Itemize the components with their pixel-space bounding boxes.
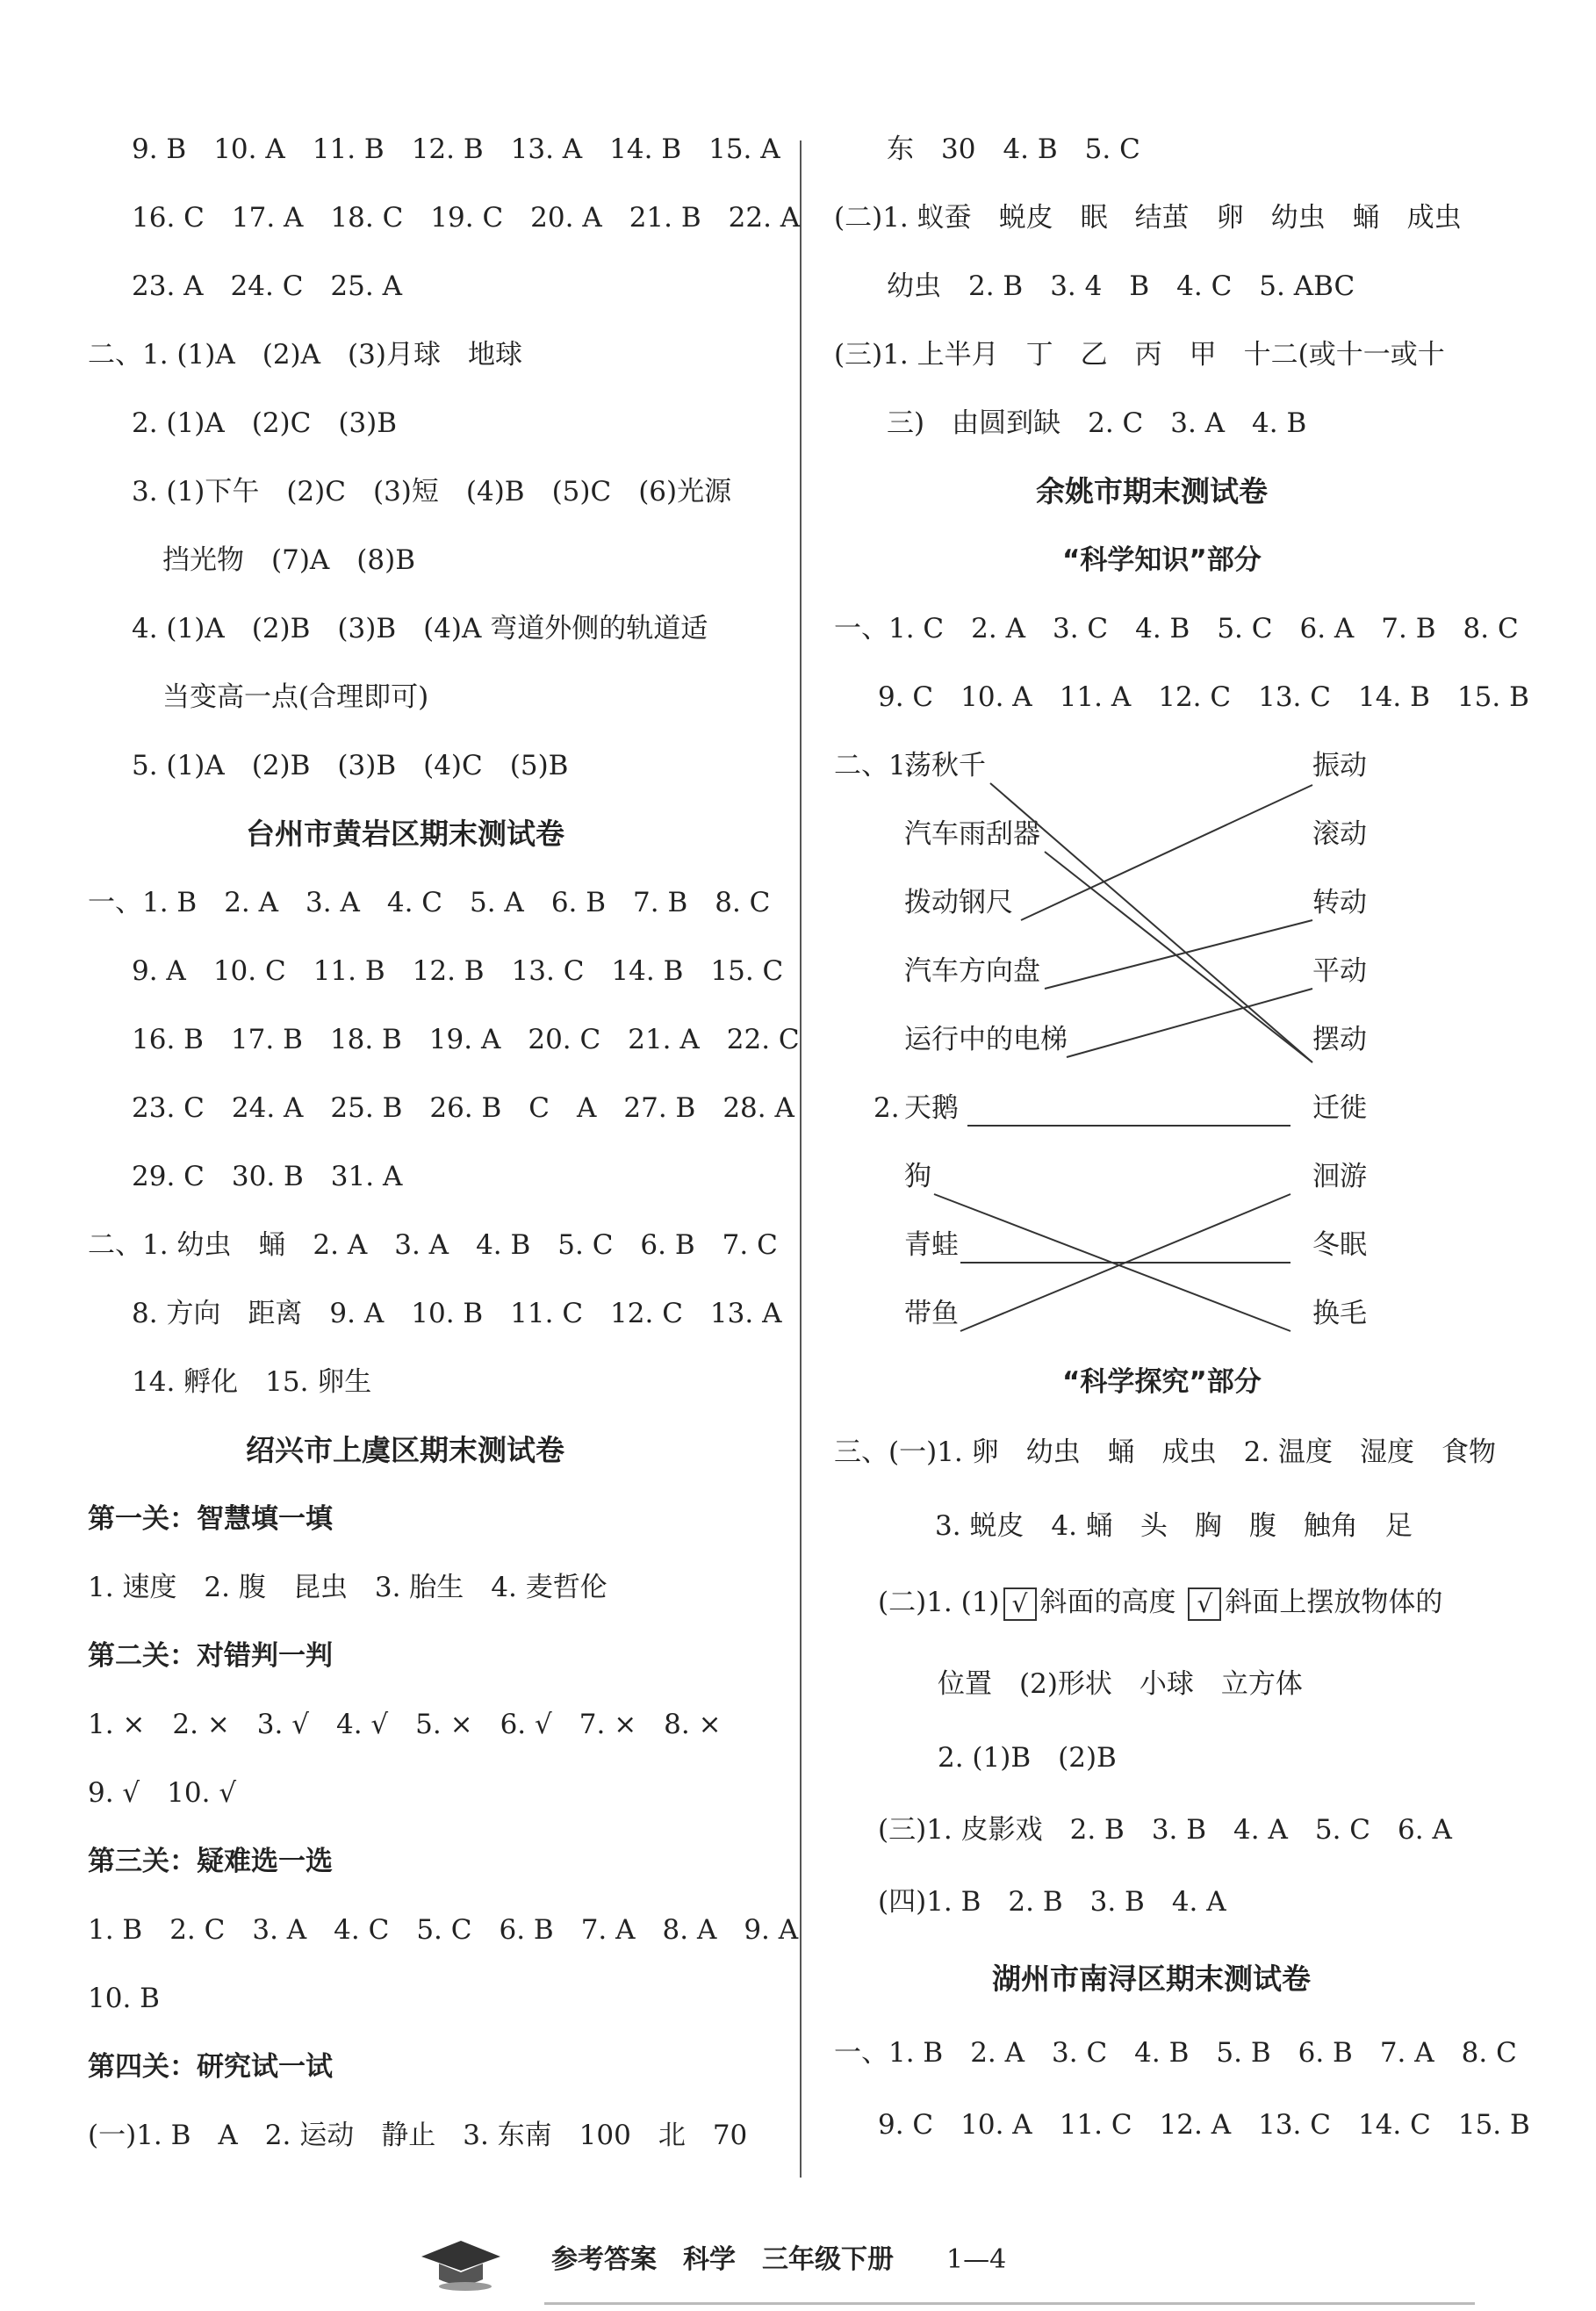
check-box: √ (1003, 1587, 1037, 1621)
match1-right-item: 转动 (1312, 887, 1367, 918)
subsection-title: “科学探究”部分 (1062, 1366, 1262, 1398)
check-item: 斜面上摆放物体的 (1225, 1587, 1443, 1618)
answer-line: (三)1. 上半月 丁 乙 丙 甲 十二(或十一或十 (834, 339, 1445, 371)
answer-line: 当变高一点(合理即可) (162, 681, 429, 713)
subsection-title: “科学知识”部分 (1062, 544, 1262, 576)
answer-line: 1. B 2. C 3. A 4. C 5. C 6. B 7. A 8. A 9. A (88, 1914, 799, 1946)
subsection-title: 第三关：疑难选一选 (88, 1846, 333, 1877)
checkbox-line-prefix: (二)1. (1) (878, 1587, 1000, 1618)
match2-right-item: 换毛 (1312, 1298, 1367, 1329)
subsection-title: 第一关：智慧填一填 (88, 1503, 333, 1535)
match1-left-item: 运行中的电梯 (904, 1024, 1068, 1055)
answer-line: 东 30 4. B 5. C (887, 133, 1140, 165)
match2-right-item: 迁徙 (1312, 1092, 1367, 1124)
section-title: 绍兴市上虞区期末测试卷 (246, 1433, 564, 1467)
answer-line: (二)1. 蚁蚕 蜕皮 眠 结茧 卵 幼虫 蛹 成虫 (834, 202, 1462, 234)
page-number: 1—4 (946, 2244, 1007, 2275)
answer-line: 16. C 17. A 18. C 19. C 20. A 21. B 22. A (132, 202, 801, 234)
footer-rule (544, 2302, 1475, 2305)
answer-line: 10. B (88, 1983, 160, 2014)
match1-left-item: 汽车方向盘 (904, 955, 1040, 987)
match1-prefix: 二、1. (834, 750, 915, 781)
match1-right-item: 滚动 (1312, 818, 1367, 850)
answer-line: 二、1. (1)A (2)A (3)月球 地球 (88, 339, 522, 371)
match-line (1067, 989, 1312, 1057)
section-title: 台州市黄岩区期末测试卷 (246, 817, 564, 851)
match2-right-item: 冬眠 (1312, 1229, 1367, 1261)
answer-line: 挡光物 (7)A (8)B (162, 544, 415, 576)
answer-line: 3. 蜕皮 4. 蛹 头 胸 腹 触角 足 (935, 1510, 1413, 1542)
match-line (934, 1194, 1290, 1331)
match1-right-item: 摆动 (1312, 1024, 1367, 1055)
answer-line: 三、(一)1. 卵 幼虫 蛹 成虫 2. 温度 湿度 食物 (834, 1436, 1497, 1468)
answer-line: 幼虫 2. B 3. 4 B 4. C 5. ABC (887, 270, 1355, 302)
answer-line: 位置 (2)形状 小球 立方体 (938, 1668, 1303, 1700)
match2-prefix: 2. (873, 1092, 900, 1124)
answer-line: 2. (1)B (2)B (938, 1742, 1117, 1774)
match-line (1021, 785, 1312, 920)
match1-left-item: 汽车雨刮器 (904, 818, 1040, 850)
answer-line: 1. × 2. × 3. √ 4. √ 5. × 6. √ 7. × 8. × (88, 1709, 722, 1740)
match-line (1045, 852, 1312, 1062)
answer-line: 29. C 30. B 31. A (132, 1161, 403, 1192)
match2-left-item: 天鹅 (904, 1092, 959, 1124)
answer-line: 9. A 10. C 11. B 12. B 13. C 14. B 15. C (132, 955, 784, 987)
match2-right-item: 洄游 (1312, 1161, 1367, 1192)
answer-line: 14. 孵化 15. 卵生 (132, 1366, 372, 1398)
match1-left-item: 荡秋千 (904, 750, 986, 781)
answer-line: 1. 速度 2. 腹 昆虫 3. 胎生 4. 麦哲伦 (88, 1572, 607, 1603)
answer-line: 9. B 10. A 11. B 12. B 13. A 14. B 15. A (132, 133, 780, 165)
match2-left-item: 带鱼 (904, 1298, 959, 1329)
answer-line: 8. 方向 距离 9. A 10. B 11. C 12. C 13. A (132, 1298, 782, 1329)
answer-line: (四)1. B 2. B 3. B 4. A (878, 1886, 1226, 1918)
answer-line: 9. C 10. A 11. C 12. A 13. C 14. C 15. B (878, 2109, 1530, 2141)
section-title: 湖州市南浔区期末测试卷 (992, 1962, 1311, 1996)
answer-line: 9. C 10. A 11. A 12. C 13. C 14. B 15. B (878, 681, 1529, 713)
answer-line: 一、1. B 2. A 3. C 4. B 5. B 6. B 7. A 8. C (834, 2037, 1517, 2069)
page-footer (0, 2230, 1596, 2300)
checkbox-line (878, 1585, 1442, 1621)
answer-line: 2. (1)A (2)C (3)B (132, 407, 398, 439)
answer-line: (三)1. 皮影戏 2. B 3. B 4. A 5. C 6. A (878, 1814, 1452, 1846)
footer-text: 参考答案 科学 三年级下册 (551, 2244, 894, 2275)
answer-line: 二、1. 幼虫 蛹 2. A 3. A 4. B 5. C 6. B 7. C (88, 1229, 778, 1261)
subsection-title: 第二关：对错判一判 (88, 1640, 333, 1672)
answer-line: 一、1. C 2. A 3. C 4. B 5. C 6. A 7. B 8. C (834, 613, 1519, 644)
answer-line: 23. C 24. A 25. B 26. B C A 27. B 28. A (132, 1092, 794, 1124)
answer-line: 三) 由圆到缺 2. C 3. A 4. B (887, 407, 1307, 439)
answer-line: (一)1. B A 2. 运动 静止 3. 东南 100 北 70 (88, 2120, 748, 2151)
match1-right-item: 平动 (1312, 955, 1367, 987)
answer-line: 16. B 17. B 18. B 19. A 20. C 21. A 22. C (132, 1024, 800, 1055)
match-line (1045, 920, 1312, 989)
column-divider (800, 140, 802, 2178)
match2-left-item: 狗 (904, 1161, 931, 1192)
answer-line: 4. (1)A (2)B (3)B (4)A 弯道外侧的轨道适 (132, 613, 708, 644)
match1-left-item: 拨动钢尺 (904, 887, 1013, 918)
answer-line: 3. (1)下午 (2)C (3)短 (4)B (5)C (6)光源 (132, 476, 732, 508)
answer-line: 一、1. B 2. A 3. A 4. C 5. A 6. B 7. B 8. C (88, 887, 771, 918)
match1-right-item: 振动 (1312, 750, 1367, 781)
graduation-cap-icon (413, 2230, 509, 2292)
answer-line: 23. A 24. C 25. A (132, 270, 402, 302)
match2-left-item: 青蛙 (904, 1229, 959, 1261)
answer-line: 5. (1)A (2)B (3)B (4)C (5)B (132, 750, 569, 781)
section-title: 余姚市期末测试卷 (1036, 474, 1268, 508)
answer-line: 9. √ 10. √ (88, 1777, 237, 1809)
match-line (960, 1194, 1290, 1331)
subsection-title: 第四关：研究试一试 (88, 2051, 333, 2083)
check-box: √ (1188, 1587, 1221, 1621)
check-item: 斜面的高度 (1039, 1587, 1176, 1618)
